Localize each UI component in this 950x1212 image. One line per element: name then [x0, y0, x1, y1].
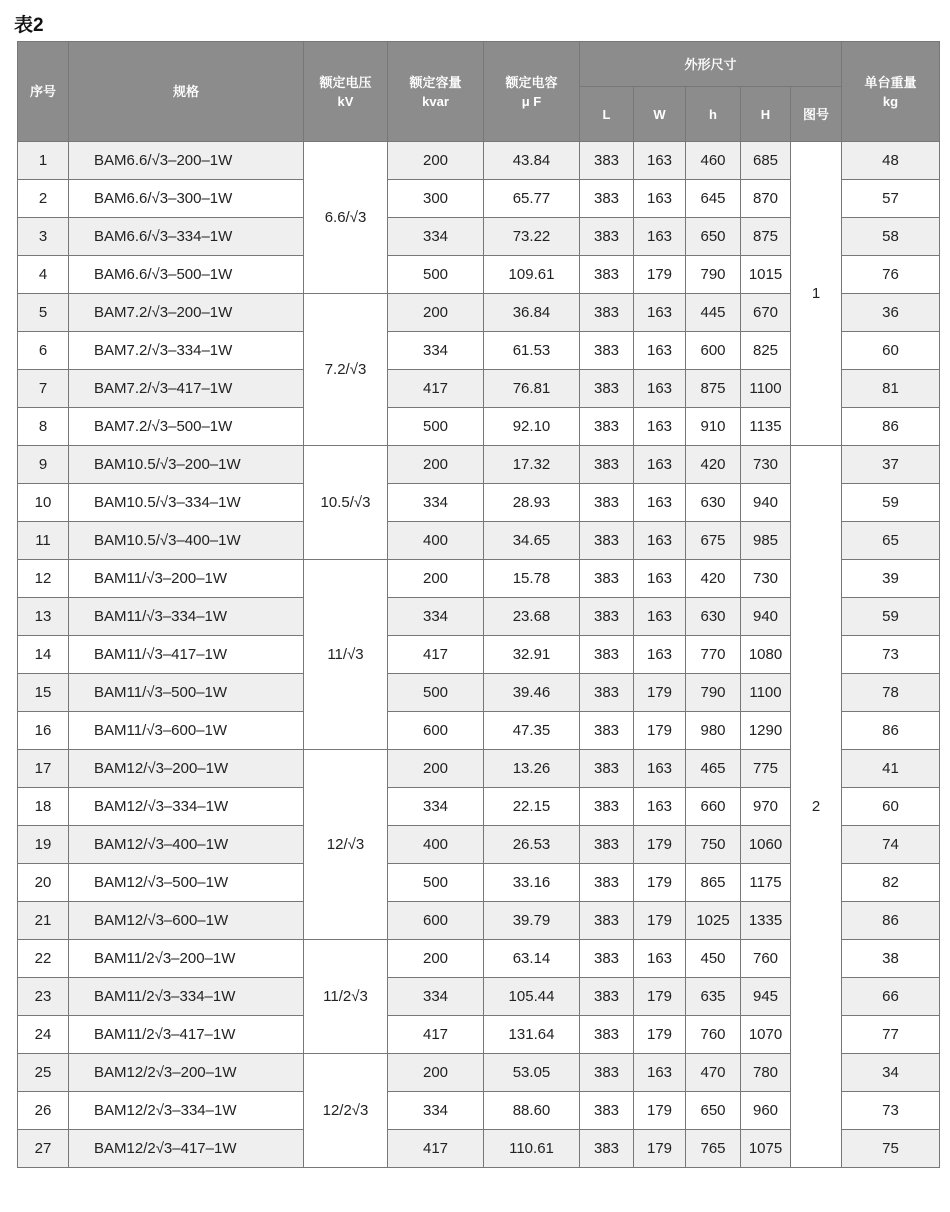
row-dim-W: 163	[634, 332, 686, 370]
row-weight: 81	[842, 370, 940, 408]
row-dim-W: 163	[634, 446, 686, 484]
row-capacity: 500	[388, 864, 484, 902]
row-dim-W: 179	[634, 712, 686, 750]
row-dim-H: 760	[741, 940, 791, 978]
row-capacity: 334	[388, 598, 484, 636]
row-dim-L: 383	[580, 826, 634, 864]
row-capacitance: 34.65	[484, 522, 580, 560]
row-no: 13	[18, 598, 69, 636]
row-dim-L: 383	[580, 788, 634, 826]
row-weight: 76	[842, 256, 940, 294]
row-dim-h: 865	[686, 864, 741, 902]
row-dim-W: 179	[634, 978, 686, 1016]
row-dim-H: 945	[741, 978, 791, 1016]
row-dim-h: 460	[686, 142, 741, 180]
row-weight: 39	[842, 560, 940, 598]
row-capacitance: 76.81	[484, 370, 580, 408]
row-dim-H: 730	[741, 446, 791, 484]
row-capacitance: 26.53	[484, 826, 580, 864]
row-dim-W: 163	[634, 1054, 686, 1092]
row-model: BAM12/2√3–200–1W	[69, 1054, 304, 1092]
row-dim-L: 383	[580, 674, 634, 712]
header-capacitance	[484, 42, 580, 142]
row-dim-W: 179	[634, 256, 686, 294]
row-no: 15	[18, 674, 69, 712]
row-model: BAM12/√3–334–1W	[69, 788, 304, 826]
row-model: BAM11/2√3–417–1W	[69, 1016, 304, 1054]
row-capacitance: 73.22	[484, 218, 580, 256]
header-dim-h: h	[686, 87, 741, 142]
row-model: BAM11/√3–417–1W	[69, 636, 304, 674]
row-dim-W: 163	[634, 750, 686, 788]
row-dim-h: 750	[686, 826, 741, 864]
header-figure-no: 图号	[791, 87, 842, 142]
row-capacity: 417	[388, 636, 484, 674]
row-dim-L: 383	[580, 940, 634, 978]
row-dim-H: 1060	[741, 826, 791, 864]
row-no: 18	[18, 788, 69, 826]
row-weight: 41	[842, 750, 940, 788]
header-voltage	[304, 42, 388, 142]
row-dim-L: 383	[580, 370, 634, 408]
row-capacity: 500	[388, 408, 484, 446]
row-dim-h: 445	[686, 294, 741, 332]
row-weight: 74	[842, 826, 940, 864]
row-dim-H: 1135	[741, 408, 791, 446]
row-dim-L: 383	[580, 332, 634, 370]
row-model: BAM10.5/√3–200–1W	[69, 446, 304, 484]
row-dim-H: 1015	[741, 256, 791, 294]
header-dimensions: 外形尺寸	[580, 42, 842, 87]
row-dim-W: 179	[634, 826, 686, 864]
row-dim-L: 383	[580, 598, 634, 636]
row-dim-H: 875	[741, 218, 791, 256]
row-dim-L: 383	[580, 864, 634, 902]
row-dim-H: 870	[741, 180, 791, 218]
row-dim-h: 910	[686, 408, 741, 446]
row-model: BAM12/√3–500–1W	[69, 864, 304, 902]
row-dim-H: 940	[741, 598, 791, 636]
row-model: BAM7.2/√3–334–1W	[69, 332, 304, 370]
voltage-group-cell: 11/2√3	[304, 940, 388, 1054]
row-capacitance: 33.16	[484, 864, 580, 902]
row-no: 24	[18, 1016, 69, 1054]
row-model: BAM10.5/√3–400–1W	[69, 522, 304, 560]
row-dim-W: 179	[634, 902, 686, 940]
row-dim-L: 383	[580, 1016, 634, 1054]
row-dim-W: 163	[634, 636, 686, 674]
row-capacity: 334	[388, 978, 484, 1016]
row-dim-L: 383	[580, 446, 634, 484]
row-dim-L: 383	[580, 484, 634, 522]
row-capacity: 334	[388, 484, 484, 522]
figure-group-cell: 1	[791, 142, 842, 446]
row-no: 14	[18, 636, 69, 674]
row-model: BAM10.5/√3–334–1W	[69, 484, 304, 522]
row-weight: 60	[842, 788, 940, 826]
row-weight: 65	[842, 522, 940, 560]
row-capacity: 334	[388, 788, 484, 826]
row-no: 25	[18, 1054, 69, 1092]
row-capacity: 500	[388, 674, 484, 712]
row-capacitance: 17.32	[484, 446, 580, 484]
row-dim-h: 660	[686, 788, 741, 826]
row-no: 8	[18, 408, 69, 446]
row-model: BAM12/2√3–334–1W	[69, 1092, 304, 1130]
row-no: 17	[18, 750, 69, 788]
row-capacitance: 23.68	[484, 598, 580, 636]
row-dim-H: 1075	[741, 1130, 791, 1168]
row-dim-L: 383	[580, 218, 634, 256]
row-capacitance: 36.84	[484, 294, 580, 332]
row-capacitance: 65.77	[484, 180, 580, 218]
row-dim-W: 179	[634, 1016, 686, 1054]
row-dim-h: 875	[686, 370, 741, 408]
row-model: BAM7.2/√3–417–1W	[69, 370, 304, 408]
row-dim-h: 630	[686, 598, 741, 636]
row-model: BAM12/√3–200–1W	[69, 750, 304, 788]
row-dim-W: 163	[634, 560, 686, 598]
row-capacitance: 131.64	[484, 1016, 580, 1054]
row-model: BAM6.6/√3–300–1W	[69, 180, 304, 218]
row-capacity: 400	[388, 522, 484, 560]
row-dim-L: 383	[580, 902, 634, 940]
header-capacitance-unit: μ F	[521, 93, 542, 109]
row-dim-L: 383	[580, 180, 634, 218]
row-capacitance: 63.14	[484, 940, 580, 978]
row-no: 10	[18, 484, 69, 522]
row-dim-h: 1025	[686, 902, 741, 940]
row-capacitance: 110.61	[484, 1130, 580, 1168]
row-no: 20	[18, 864, 69, 902]
row-weight: 60	[842, 332, 940, 370]
row-capacitance: 28.93	[484, 484, 580, 522]
row-dim-W: 179	[634, 1092, 686, 1130]
row-dim-H: 960	[741, 1092, 791, 1130]
row-dim-W: 163	[634, 180, 686, 218]
row-capacitance: 92.10	[484, 408, 580, 446]
row-capacity: 334	[388, 1092, 484, 1130]
row-capacitance: 43.84	[484, 142, 580, 180]
row-dim-W: 163	[634, 294, 686, 332]
row-dim-h: 770	[686, 636, 741, 674]
header-weight-unit: kg	[882, 93, 899, 109]
row-dim-H: 775	[741, 750, 791, 788]
row-weight: 86	[842, 408, 940, 446]
row-dim-H: 940	[741, 484, 791, 522]
header-weight-label: 单台重量	[864, 74, 917, 90]
row-model: BAM7.2/√3–200–1W	[69, 294, 304, 332]
row-dim-W: 163	[634, 218, 686, 256]
row-capacity: 200	[388, 142, 484, 180]
row-dim-h: 630	[686, 484, 741, 522]
row-weight: 77	[842, 1016, 940, 1054]
row-dim-h: 635	[686, 978, 741, 1016]
row-weight: 57	[842, 180, 940, 218]
header-dim-H: H	[741, 87, 791, 142]
row-dim-L: 383	[580, 408, 634, 446]
row-dim-h: 790	[686, 674, 741, 712]
row-model: BAM7.2/√3–500–1W	[69, 408, 304, 446]
row-capacitance: 109.61	[484, 256, 580, 294]
row-weight: 34	[842, 1054, 940, 1092]
row-dim-H: 685	[741, 142, 791, 180]
row-dim-L: 383	[580, 560, 634, 598]
row-capacitance: 61.53	[484, 332, 580, 370]
row-capacity: 417	[388, 1130, 484, 1168]
row-dim-H: 670	[741, 294, 791, 332]
row-capacity: 334	[388, 332, 484, 370]
row-weight: 86	[842, 902, 940, 940]
row-dim-W: 163	[634, 408, 686, 446]
row-dim-L: 383	[580, 522, 634, 560]
row-capacitance: 13.26	[484, 750, 580, 788]
row-model: BAM11/√3–500–1W	[69, 674, 304, 712]
voltage-group-cell: 10.5/√3	[304, 446, 388, 560]
row-capacitance: 39.79	[484, 902, 580, 940]
row-no: 21	[18, 902, 69, 940]
table-caption: 表2	[14, 15, 44, 36]
row-no: 11	[18, 522, 69, 560]
row-weight: 48	[842, 142, 940, 180]
row-dim-h: 650	[686, 218, 741, 256]
row-weight: 36	[842, 294, 940, 332]
row-dim-L: 383	[580, 256, 634, 294]
header-weight	[842, 42, 940, 142]
row-no: 1	[18, 142, 69, 180]
row-dim-W: 179	[634, 674, 686, 712]
row-dim-h: 420	[686, 446, 741, 484]
row-capacity: 417	[388, 1016, 484, 1054]
row-model: BAM11/√3–334–1W	[69, 598, 304, 636]
row-capacity: 200	[388, 1054, 484, 1092]
capacitor-spec-table	[17, 41, 940, 1168]
row-dim-W: 163	[634, 142, 686, 180]
row-dim-L: 383	[580, 978, 634, 1016]
row-capacitance: 47.35	[484, 712, 580, 750]
row-capacity: 300	[388, 180, 484, 218]
voltage-group-cell: 12/√3	[304, 750, 388, 940]
table-header	[18, 42, 940, 142]
row-dim-h: 760	[686, 1016, 741, 1054]
row-dim-W: 163	[634, 522, 686, 560]
row-dim-H: 1070	[741, 1016, 791, 1054]
row-no: 4	[18, 256, 69, 294]
row-no: 16	[18, 712, 69, 750]
row-model: BAM6.6/√3–200–1W	[69, 142, 304, 180]
row-dim-h: 465	[686, 750, 741, 788]
header-voltage-label: 额定电压	[319, 74, 372, 90]
row-model: BAM11/2√3–200–1W	[69, 940, 304, 978]
row-weight: 38	[842, 940, 940, 978]
row-dim-W: 179	[634, 1130, 686, 1168]
row-dim-L: 383	[580, 712, 634, 750]
row-weight: 66	[842, 978, 940, 1016]
row-dim-H: 1335	[741, 902, 791, 940]
row-no: 22	[18, 940, 69, 978]
row-weight: 82	[842, 864, 940, 902]
row-capacity: 200	[388, 294, 484, 332]
row-dim-L: 383	[580, 1054, 634, 1092]
row-capacitance: 15.78	[484, 560, 580, 598]
row-dim-L: 383	[580, 294, 634, 332]
row-weight: 73	[842, 1092, 940, 1130]
row-no: 9	[18, 446, 69, 484]
row-model: BAM6.6/√3–500–1W	[69, 256, 304, 294]
row-dim-W: 163	[634, 598, 686, 636]
row-dim-L: 383	[580, 1130, 634, 1168]
row-dim-h: 470	[686, 1054, 741, 1092]
row-dim-H: 1175	[741, 864, 791, 902]
row-no: 5	[18, 294, 69, 332]
row-dim-h: 765	[686, 1130, 741, 1168]
header-dim-W: W	[634, 87, 686, 142]
row-dim-L: 383	[580, 750, 634, 788]
row-capacity: 417	[388, 370, 484, 408]
row-dim-W: 163	[634, 370, 686, 408]
row-weight: 37	[842, 446, 940, 484]
table-row	[18, 142, 940, 180]
row-dim-H: 780	[741, 1054, 791, 1092]
voltage-group-cell: 12/2√3	[304, 1054, 388, 1168]
row-capacitance: 53.05	[484, 1054, 580, 1092]
row-dim-H: 970	[741, 788, 791, 826]
row-weight: 75	[842, 1130, 940, 1168]
row-weight: 73	[842, 636, 940, 674]
row-model: BAM11/√3–600–1W	[69, 712, 304, 750]
row-model: BAM12/√3–400–1W	[69, 826, 304, 864]
row-dim-W: 179	[634, 864, 686, 902]
row-weight: 59	[842, 598, 940, 636]
row-dim-L: 383	[580, 636, 634, 674]
row-dim-W: 163	[634, 940, 686, 978]
row-model: BAM12/2√3–417–1W	[69, 1130, 304, 1168]
row-dim-h: 650	[686, 1092, 741, 1130]
header-capacity-unit: kvar	[422, 93, 449, 109]
table-row	[18, 446, 940, 484]
row-capacity: 600	[388, 712, 484, 750]
row-no: 19	[18, 826, 69, 864]
row-dim-h: 450	[686, 940, 741, 978]
row-weight: 86	[842, 712, 940, 750]
row-capacity: 600	[388, 902, 484, 940]
row-dim-H: 1100	[741, 370, 791, 408]
row-dim-h: 790	[686, 256, 741, 294]
row-no: 26	[18, 1092, 69, 1130]
voltage-group-cell: 6.6/√3	[304, 142, 388, 294]
row-capacitance: 32.91	[484, 636, 580, 674]
figure-group-cell: 2	[791, 446, 842, 1168]
row-dim-W: 163	[634, 788, 686, 826]
row-capacity: 200	[388, 750, 484, 788]
row-no: 3	[18, 218, 69, 256]
voltage-group-cell: 7.2/√3	[304, 294, 388, 446]
row-model: BAM6.6/√3–334–1W	[69, 218, 304, 256]
row-capacitance: 22.15	[484, 788, 580, 826]
row-dim-H: 730	[741, 560, 791, 598]
row-no: 6	[18, 332, 69, 370]
row-capacitance: 88.60	[484, 1092, 580, 1130]
row-dim-h: 600	[686, 332, 741, 370]
row-no: 23	[18, 978, 69, 1016]
row-weight: 78	[842, 674, 940, 712]
voltage-group-cell: 11/√3	[304, 560, 388, 750]
row-model: BAM11/√3–200–1W	[69, 560, 304, 598]
row-dim-H: 825	[741, 332, 791, 370]
row-dim-L: 383	[580, 142, 634, 180]
row-no: 12	[18, 560, 69, 598]
row-capacity: 200	[388, 940, 484, 978]
row-capacity: 334	[388, 218, 484, 256]
row-dim-H: 1100	[741, 674, 791, 712]
row-dim-h: 420	[686, 560, 741, 598]
row-capacity: 200	[388, 446, 484, 484]
row-no: 27	[18, 1130, 69, 1168]
row-capacity: 200	[388, 560, 484, 598]
row-no: 2	[18, 180, 69, 218]
header-capacity	[388, 42, 484, 142]
row-dim-W: 163	[634, 484, 686, 522]
row-dim-H: 1080	[741, 636, 791, 674]
row-no: 7	[18, 370, 69, 408]
header-model: 规格	[69, 42, 304, 142]
header-voltage-unit: kV	[337, 93, 354, 109]
row-weight: 59	[842, 484, 940, 522]
row-dim-h: 675	[686, 522, 741, 560]
row-capacity: 400	[388, 826, 484, 864]
row-capacity: 500	[388, 256, 484, 294]
row-capacitance: 39.46	[484, 674, 580, 712]
row-model: BAM12/√3–600–1W	[69, 902, 304, 940]
row-dim-h: 980	[686, 712, 741, 750]
header-capacitance-label: 额定电容	[505, 74, 558, 90]
row-weight: 58	[842, 218, 940, 256]
row-dim-H: 1290	[741, 712, 791, 750]
table-body	[18, 142, 940, 1168]
row-dim-h: 645	[686, 180, 741, 218]
row-model: BAM11/2√3–334–1W	[69, 978, 304, 1016]
header-dim-L: L	[580, 87, 634, 142]
row-dim-H: 985	[741, 522, 791, 560]
header-no: 序号	[18, 42, 69, 142]
header-capacity-label: 额定容量	[409, 74, 462, 90]
row-capacitance: 105.44	[484, 978, 580, 1016]
row-dim-L: 383	[580, 1092, 634, 1130]
